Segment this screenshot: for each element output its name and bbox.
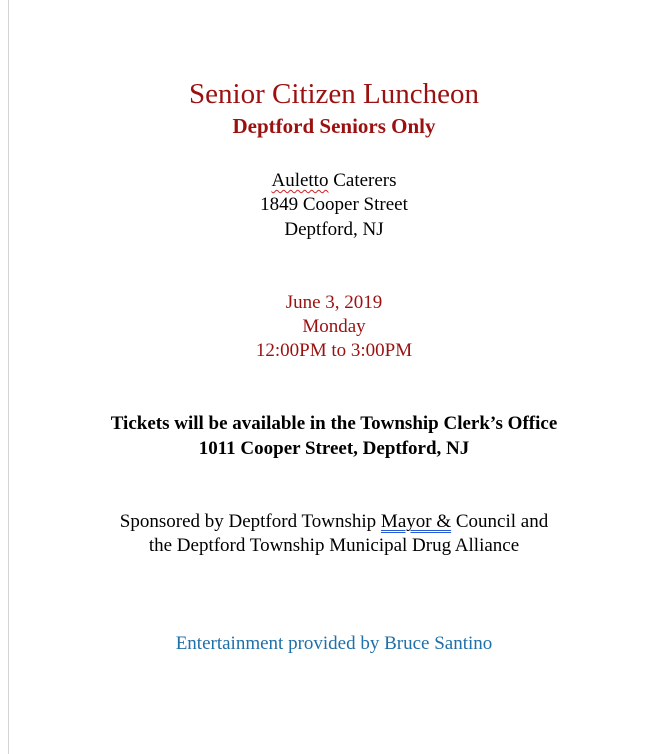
tickets-line-2: 1011 Cooper Street, Deptford, NJ [198,438,470,459]
venue-name [0,169,660,193]
venue-city: Deptford, NJ [284,219,384,240]
sponsor-text-before: Sponsored by Deptford Township [119,511,381,532]
event-date: June 3, 2019 [285,292,383,313]
venue-name-rest: Caterers [328,170,397,191]
sponsor-text-after: Council and [451,511,549,532]
sponsor-line-1 [0,510,660,534]
event-day: Monday [302,316,366,337]
venue-street: 1849 Cooper Street [260,194,408,215]
event-title: Senior Citizen Luncheon [189,78,479,110]
entertainment-note: Entertainment provided by Bruce Santino [175,633,493,654]
event-subtitle: Deptford Seniors Only [232,114,436,138]
tickets-line-1: Tickets will be available in the Township Clerk’s Office [110,413,558,434]
grammar-flagged-phrase: Mayor & [380,511,452,532]
event-time: 12:00PM to 3:00PM [255,340,413,361]
sponsor-line-2: the Deptford Township Municipal Drug Alliance [148,535,520,556]
spellcheck-flagged-word: Auletto [271,170,329,191]
